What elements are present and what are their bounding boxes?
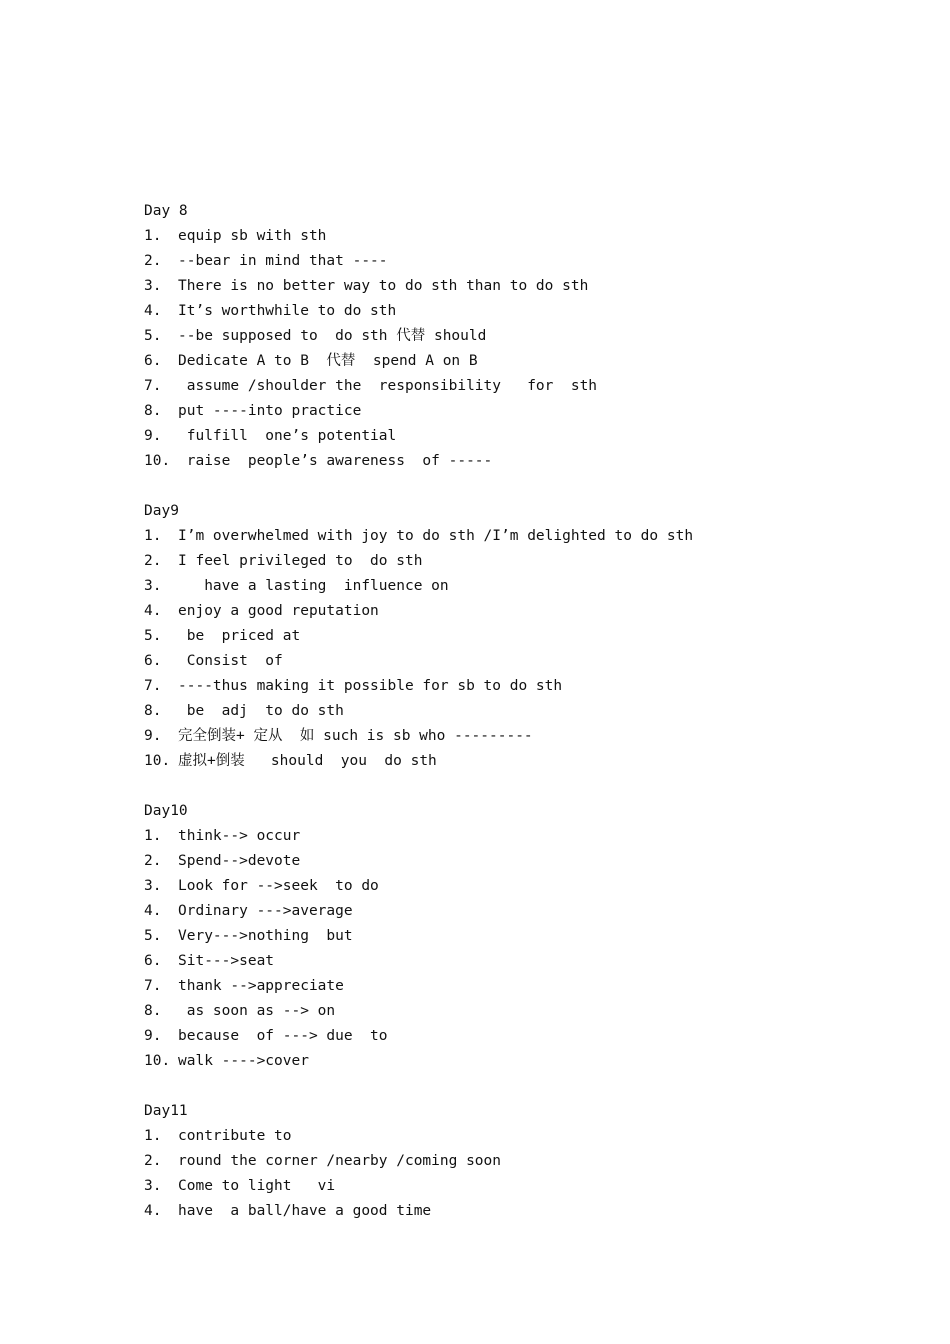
item-text: ----thus making it possible for sb to do sth xyxy=(178,678,563,694)
list-item xyxy=(144,324,904,349)
list-item xyxy=(144,424,904,449)
item-number: 2. xyxy=(144,853,162,869)
item-number: 7. xyxy=(144,978,162,994)
item-number: 10. xyxy=(144,1053,171,1069)
item-number: 8. xyxy=(144,403,162,419)
list-item xyxy=(144,824,904,849)
list-item xyxy=(144,574,904,599)
section-day-8 xyxy=(144,199,904,474)
item-number: 8. xyxy=(144,703,162,719)
item-text: be priced at xyxy=(178,628,301,644)
item-text: --be supposed to do sth 代替 should xyxy=(178,328,487,344)
section-heading: Day 8 xyxy=(144,203,188,219)
item-number: 4. xyxy=(144,1203,162,1219)
item-text: assume /shoulder the responsibility for sth xyxy=(178,378,598,394)
section-day-10 xyxy=(144,799,904,1074)
document-page xyxy=(144,199,904,1249)
item-text: because of ---> due to xyxy=(178,1028,388,1044)
list-item xyxy=(144,974,904,999)
item-text: have a lasting influence on xyxy=(178,578,449,594)
item-text: --bear in mind that ---- xyxy=(178,253,388,269)
item-number: 8. xyxy=(144,1003,162,1019)
item-text: Look for -->seek to do xyxy=(178,878,379,894)
item-text: think--> occur xyxy=(178,828,301,844)
item-number: 1. xyxy=(144,1128,162,1144)
list-item xyxy=(144,749,904,774)
item-text: round the corner /nearby /coming soon xyxy=(178,1153,502,1169)
item-number: 6. xyxy=(144,653,162,669)
item-text: raise people’s awareness of ----- xyxy=(178,453,493,469)
item-number: 1. xyxy=(144,228,162,244)
item-number: 10. xyxy=(144,453,171,469)
list-item xyxy=(144,699,904,724)
item-text: Consist of xyxy=(178,653,283,669)
item-number: 6. xyxy=(144,953,162,969)
item-number: 2. xyxy=(144,1153,162,1169)
item-text: contribute to xyxy=(178,1128,292,1144)
list-item xyxy=(144,874,904,899)
item-text: Spend-->devote xyxy=(178,853,301,869)
list-item xyxy=(144,949,904,974)
item-text: be adj to do sth xyxy=(178,703,344,719)
item-number: 3. xyxy=(144,1178,162,1194)
item-number: 9. xyxy=(144,1028,162,1044)
item-number: 1. xyxy=(144,828,162,844)
list-item xyxy=(144,924,904,949)
item-number: 5. xyxy=(144,628,162,644)
list-item xyxy=(144,449,904,474)
item-text: Sit--->seat xyxy=(178,953,275,969)
list-item xyxy=(144,549,904,574)
list-item xyxy=(144,249,904,274)
list-item xyxy=(144,1049,904,1074)
list-item xyxy=(144,599,904,624)
item-number: 6. xyxy=(144,353,162,369)
list-item xyxy=(144,899,904,924)
item-text: walk ---->cover xyxy=(178,1053,309,1069)
list-item xyxy=(144,1024,904,1049)
item-number: 5. xyxy=(144,928,162,944)
item-text: 完全倒装+ 定从 如 such is sb who --------- xyxy=(178,728,533,744)
item-number: 4. xyxy=(144,603,162,619)
list-item xyxy=(144,624,904,649)
item-number: 4. xyxy=(144,903,162,919)
section-heading: Day11 xyxy=(144,1103,188,1119)
item-text: enjoy a good reputation xyxy=(178,603,379,619)
item-number: 3. xyxy=(144,878,162,894)
list-item xyxy=(144,1149,904,1174)
item-number: 10. xyxy=(144,753,171,769)
item-number: 2. xyxy=(144,553,162,569)
item-text: It’s worthwhile to do sth xyxy=(178,303,397,319)
list-item xyxy=(144,349,904,374)
item-number: 2. xyxy=(144,253,162,269)
item-text: Very--->nothing but xyxy=(178,928,353,944)
item-number: 3. xyxy=(144,278,162,294)
item-text: equip sb with sth xyxy=(178,228,327,244)
item-number: 1. xyxy=(144,528,162,544)
list-item xyxy=(144,724,904,749)
item-text: 虚拟+倒装 should you do sth xyxy=(178,753,437,769)
section-heading: Day9 xyxy=(144,503,179,519)
item-number: 7. xyxy=(144,378,162,394)
item-number: 7. xyxy=(144,678,162,694)
section-day-11 xyxy=(144,1099,904,1224)
list-item xyxy=(144,374,904,399)
item-text: have a ball/have a good time xyxy=(178,1203,432,1219)
section-heading: Day10 xyxy=(144,803,188,819)
list-item xyxy=(144,524,904,549)
item-text: Dedicate A to B 代替 spend A on B xyxy=(178,353,478,369)
list-item xyxy=(144,399,904,424)
list-item xyxy=(144,849,904,874)
item-text: put ----into practice xyxy=(178,403,362,419)
item-text: Ordinary --->average xyxy=(178,903,353,919)
item-text: thank -->appreciate xyxy=(178,978,344,994)
item-text: fulfill one’s potential xyxy=(178,428,397,444)
list-item xyxy=(144,674,904,699)
list-item xyxy=(144,224,904,249)
list-item xyxy=(144,274,904,299)
item-text: I feel privileged to do sth xyxy=(178,553,423,569)
list-item xyxy=(144,1174,904,1199)
item-number: 5. xyxy=(144,328,162,344)
item-text: I’m overwhelmed with joy to do sth /I’m delighted to do sth xyxy=(178,528,694,544)
list-item xyxy=(144,299,904,324)
item-text: as soon as --> on xyxy=(178,1003,336,1019)
item-number: 9. xyxy=(144,728,162,744)
item-number: 4. xyxy=(144,303,162,319)
list-item xyxy=(144,1124,904,1149)
section-day-9 xyxy=(144,499,904,774)
list-item xyxy=(144,999,904,1024)
item-number: 9. xyxy=(144,428,162,444)
list-item xyxy=(144,1199,904,1224)
item-number: 3. xyxy=(144,578,162,594)
item-text: Come to light vi xyxy=(178,1178,336,1194)
item-text: There is no better way to do sth than to do sth xyxy=(178,278,589,294)
list-item xyxy=(144,649,904,674)
